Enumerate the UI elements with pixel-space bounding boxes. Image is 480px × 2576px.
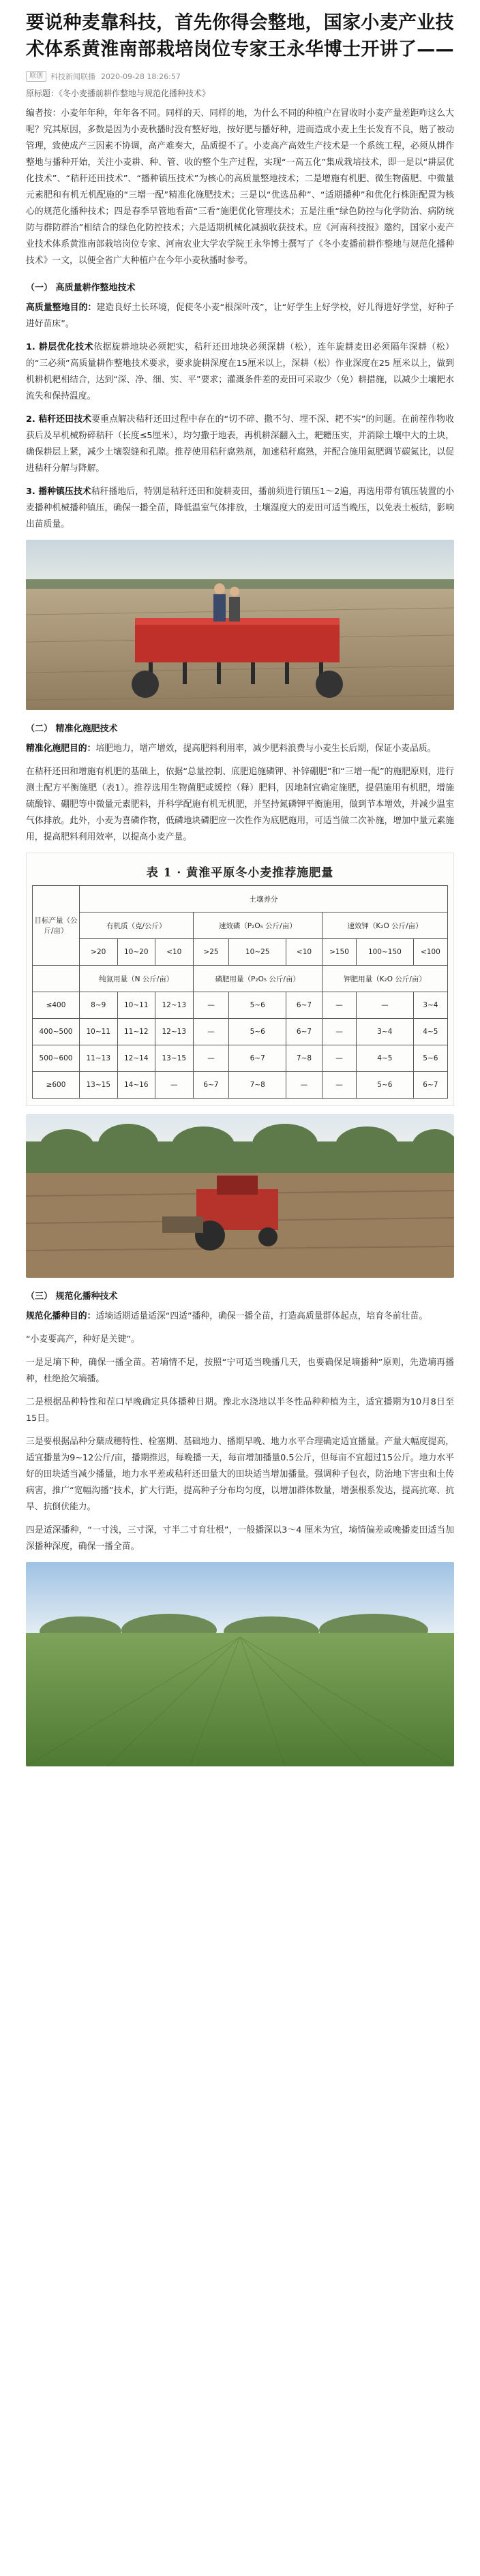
value-cell: 6~7 [413, 1072, 447, 1099]
fertilizer-header-1: 磷肥用量（P₂O₅ 公斤/亩） [193, 966, 322, 992]
fertilizer-table [26, 853, 454, 1106]
threshold-cell: <10 [286, 939, 322, 966]
fertilizer-grid [32, 885, 448, 1099]
wheat-field-photo [26, 1562, 454, 1766]
value-cell: 13~15 [80, 1072, 118, 1099]
seeder-photo [26, 540, 454, 710]
threshold-cell: <100 [413, 939, 447, 966]
value-cell: — [322, 1019, 356, 1045]
article-meta [26, 71, 454, 82]
section-3-heading: （三） 规范化播种技术 [26, 1291, 118, 1302]
threshold-cell: >150 [322, 939, 356, 966]
value-cell: 7~8 [229, 1072, 286, 1099]
value-cell: 10~11 [80, 1019, 118, 1045]
yield-header: 目标产量（公斤/亩） [33, 886, 80, 966]
fertilizer-header-2: 钾肥用量（K₂O 公斤/亩） [322, 966, 447, 992]
value-cell: 6~7 [229, 1045, 286, 1072]
threshold-cell: 10~25 [229, 939, 286, 966]
wheat-field-graphic [26, 1562, 454, 1766]
section-2-heading: （二） 精准化施肥技术 [26, 724, 118, 734]
tillage-optimization: 1. 耕层优化技术依据旋耕地块必须耙实，秸秆还田地块必须深耕（松），连年旋耕麦田必须隔年深耕（松）的“三必须”高质量耕作整地技术要求，要求旋耕深度在15厘米以上，深耕（松）作业深度在25 厘米以上，做到机耕机耙相结合，达到“深、净、细、实、平”要求；灌溉条件差的麦田可采取少（免）耕措施，以减少土壤耙水流失和保持温度。 [26, 342, 454, 401]
yield-cell: 500~600 [33, 1045, 80, 1072]
value-cell: 7~8 [286, 1045, 322, 1072]
nutrient-header-1: 速效磷（P₂O₅ 公斤/亩） [193, 913, 322, 939]
table-row [33, 1019, 448, 1045]
editor-note: 编者按：小麦年年种，年年各不同。同样的天、同样的地，为什么不同的种植户在冒收时小麦产量差距咋这么大呢？究其原因，多数是因为小麦秋播时没有整好地，按好肥与播好种，进而造成小麦上生长发育不良，赔了被动管理，致使成产三因素不协调，高产难奏大，品质提不了。小麦高产高效生产技术是一个系统工程，必须从耕作整地与播种开始，关注小麦耕、种、管、收的整个生产过程，实现“一高五化”集成栽培技术，即一是以“耕层优化技术”、“秸秆还田技术”、“播种镇压技术”为核心的高质量整地技术；二是增施有机肥、微生物菌肥、中微量元素肥和有机无机配施的“三增一配”精准化施肥技术；三是以“优选品种”、“适期播种”和优化行株距配置为核心的规范化播种技术；四是春季早管地看苗“三看”施肥优化管理技术；五是注重“绿色防控与化学防治、病防统防与群防群治”相结合的绿色化防控技术；六是适期机械化减损收获技术。应《河南科技报》邀约，国家小麦产业技术体系黄淮南部栽培岗位专家、河南农业大学农学院王永华博士撰写了《冬小麦播前耕作整地与规范化播种技术》一文，以便全省广大种植户在今年小麦秋播时参考。 [26, 108, 454, 266]
table-row [33, 992, 448, 1019]
yield-cell: ≥600 [33, 1072, 80, 1099]
value-cell: — [193, 992, 229, 1019]
section-2-goal: 精准化施肥目的：培肥地力，增产增效，提高肥料利用率，减少肥料浪费与小麦生长后期，保证小麦品质。 [26, 743, 436, 754]
sowing-point-1: 一是足墒下种，确保一播全苗。若墒情不足，按照“宁可适当晚播几天，也要确保足墒播种”原则，先造墒再播种，杜绝抢欠墒播。 [26, 1358, 454, 1384]
section-3-quote: “小麦要高产，种好是关键”。 [26, 1334, 140, 1345]
fertilizer-header-0: 纯氮用量（N 公斤/亩） [80, 966, 194, 992]
value-cell: 12~13 [155, 1019, 194, 1045]
value-cell: 10~11 [117, 992, 155, 1019]
value-cell: 5~6 [229, 1019, 286, 1045]
value-cell: 12~13 [155, 992, 194, 1019]
section-1-goal: 高质量整地目的：建造良好土长环境，促使冬小麦“根深叶茂”，让“好学生上好学校，好儿得进好学堂，好种子进好苗床”。 [26, 303, 455, 329]
threshold-cell: 10~20 [117, 939, 155, 966]
value-cell: — [193, 1045, 229, 1072]
nutrient-header-0: 有机质（克/公斤） [80, 913, 194, 939]
original-title-line: 原标题：《冬小麦播前耕作整地与规范化播种技术》 [26, 89, 211, 98]
value-cell: 6~7 [286, 1019, 322, 1045]
table-row [33, 1045, 448, 1072]
threshold-cell: <10 [155, 939, 194, 966]
publish-date: 2020-09-28 18:26:57 [101, 72, 181, 81]
value-cell: 4~5 [413, 1019, 447, 1045]
value-cell: — [155, 1072, 194, 1099]
value-cell: 11~13 [80, 1045, 118, 1072]
table-row [33, 1072, 448, 1099]
soil-nutrient-header: 土壤养分 [80, 886, 448, 913]
yield-cell: ≤400 [33, 992, 80, 1019]
value-cell: 6~7 [286, 992, 322, 1019]
value-cell: 3~4 [357, 1019, 414, 1045]
value-cell: 12~14 [117, 1045, 155, 1072]
tractor-photo [26, 1114, 454, 1278]
yield-cell: 400~500 [33, 1019, 80, 1045]
straw-return: 2. 秸秆还田技术要重点解决秸秆还田过程中存在的“切不碎、撒不匀、埋不深、耙不实”的问题。在前茬作物收获后及早机械粉碎秸秆（长度≤5厘米），均匀撒于地表，再机耕深翻入土，耙耱压实，并消除土壤中大的土块，确保耕层上紧，减少土壤裂缝和孔隙。推荐使用秸秆腐熟剂，加速秸秆腐熟，并配合施用氮肥调节碳氮比，以促进秸秆分解与降解。 [26, 414, 454, 474]
value-cell: 3~4 [413, 992, 447, 1019]
value-cell: 6~7 [193, 1072, 229, 1099]
threshold-cell: 100~150 [357, 939, 414, 966]
value-cell: 5~6 [229, 992, 286, 1019]
sowing-point-4: 四是适深播种，“一寸浅，三寸深，寸半二寸育壮根”，一般播深以3～4 厘米为宜，墒情偏差或晚播麦田适当加深播种深度，确保一播全苗。 [26, 1525, 454, 1552]
value-cell: 8~9 [80, 992, 118, 1019]
original-tag: 原创 [26, 71, 46, 82]
value-cell: — [193, 1019, 229, 1045]
blank-cell [33, 966, 80, 992]
source-name[interactable]: 科技新闻联播 [50, 72, 95, 81]
value-cell: — [322, 1045, 356, 1072]
value-cell: — [322, 1072, 356, 1099]
threshold-cell: >20 [80, 939, 118, 966]
value-cell: 5~6 [413, 1045, 447, 1072]
sowing-point-3: 三是要根据品种分蘖成穗特性、栓塞期、基础地力、播期早晚、地力水平合理确定适宜播量。产量大幅度提高，适宜播量为9~12公斤/亩，播期推迟，每晚播一天，每亩增加播量0.5公斤，但每亩不宜超过15公斤。地力水平好的田块适当减少播量，地力水平差或秸秆还田量大的田块适当增加播量。强调种子包衣，防治地下害虫和土传病害，推广“宽幅沟播”技术，扩大行距，提高种子分布均匀度，以增加群体数量，增强根系发达，提高抗寒、抗旱、抗倒伏能力。 [26, 1437, 454, 1512]
tractor-photo-graphic [26, 1114, 454, 1278]
sowing-point-2: 二是根据品种特性和茬口早晚确定具体播种日期。豫北水浇地以半冬性品种种植为主，适宜播期为10月8日至15日。 [26, 1397, 454, 1424]
sowing-compaction: 3. 播种镇压技术秸秆播地后，特别是秸秆还田和旋耕麦田，播前须进行镇压1～2遍，再选用带有镇压装置的小麦播种机械播种镇压，确保一播全苗，降低温室气体排放，土壤湿度大的麦田可适当晚压，以免表土板结，影响出苗质量。 [26, 487, 454, 530]
seeder-photo-graphic [26, 540, 454, 710]
section-1-heading: （一） 高质量耕作整地技术 [26, 283, 136, 293]
value-cell: 11~12 [117, 1019, 155, 1045]
value-cell: — [357, 992, 414, 1019]
value-cell: 14~16 [117, 1072, 155, 1099]
article-title: 要说种麦靠科技，首先你得会整地，国家小麦产业技术体系黄淮南部栽培岗位专家王永华博士开讲了—— [26, 12, 454, 60]
table-title: 表 1 · 黄淮平原冬小麦推荐施肥量 [146, 866, 334, 880]
value-cell: — [286, 1072, 322, 1099]
nutrient-header-2: 速效钾（K₂O 公斤/亩） [322, 913, 447, 939]
fertilization-body: 在秸秆还田和增施有机肥的基础上，依据“总量控制、底肥追施磷钾、补锌硼肥”和“三增一配”的施肥原则，进行测土配方平衡施肥（表1）。推荐选用生物菌肥或缓控（释）肥料，因地制宜确定施肥，提倡施用有机肥，增施硫酸锌、硼肥等中微量元素肥料，并科学配施有机无机肥，并坚持氮磷钾平衡施用，做到节本增效，并减少温室气体排放。此外，小麦为喜磷作物，低磷地块磷肥应一次性作为底肥施用，可适当做二次补施，增加中量元素施用，提高肥料利用效率，以提高小麦产量。 [26, 767, 454, 842]
section-3-goal: 规范化播种目的：适墒适期适量适深“四适”播种，确保一播全苗，打造高质量群体起点，培育冬前壮苗。 [26, 1311, 428, 1321]
value-cell: 5~6 [357, 1072, 414, 1099]
value-cell: — [322, 992, 356, 1019]
value-cell: 4~5 [357, 1045, 414, 1072]
threshold-cell: >25 [193, 939, 229, 966]
value-cell: 13~15 [155, 1045, 194, 1072]
